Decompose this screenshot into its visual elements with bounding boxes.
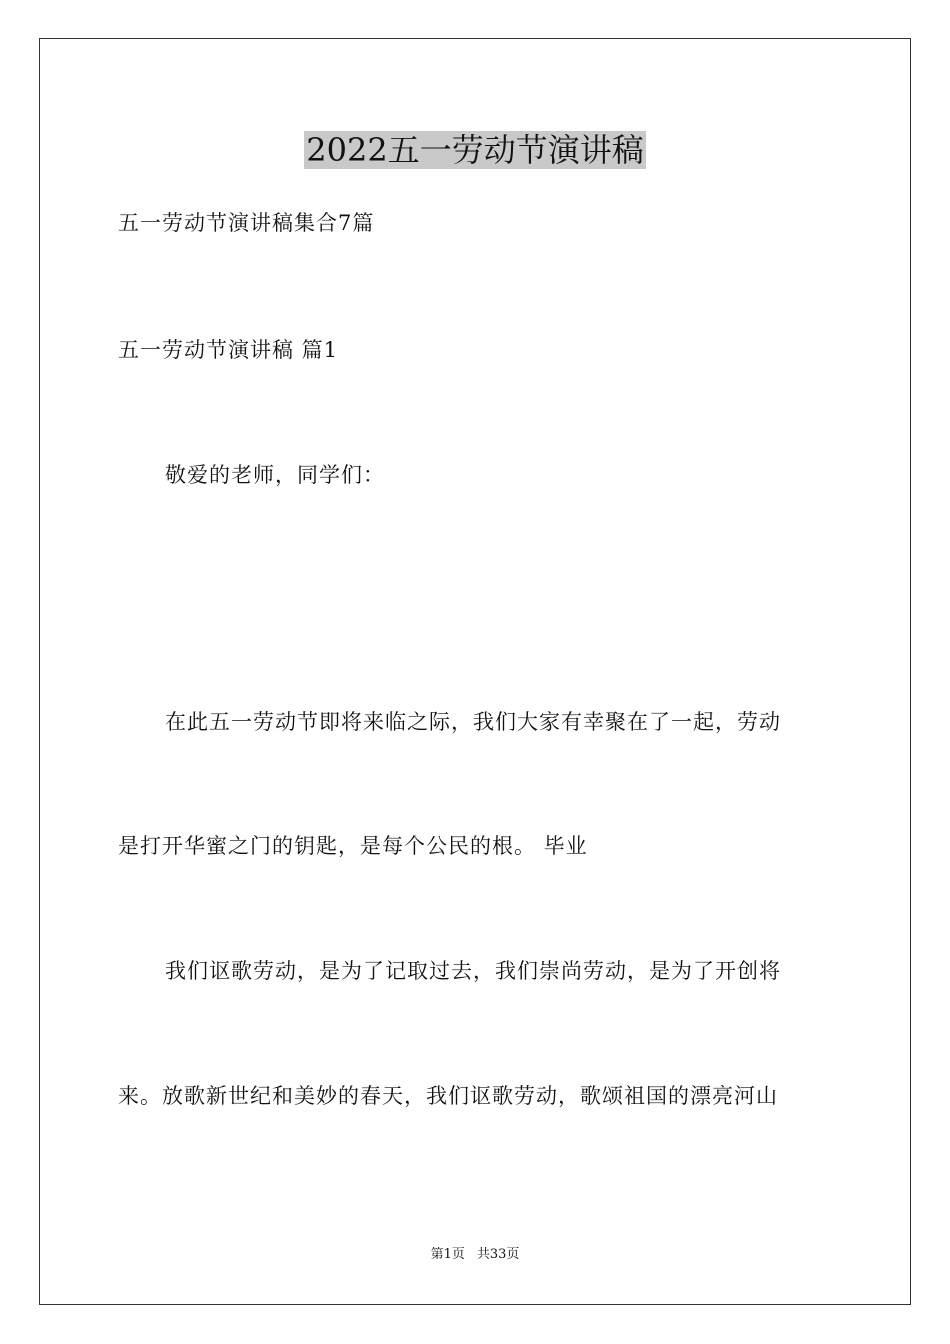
document-title-text: 2022五一劳动节演讲稿 (306, 131, 644, 169)
document-title (0, 128, 950, 172)
page-footer (0, 1246, 950, 1264)
page-number: 第1页 (430, 1247, 465, 1262)
paragraph-line: 是打开华蜜之门的钥匙，是每个公民的根。 毕业 (118, 834, 588, 858)
document-subtitle: 五一劳动节演讲稿集合7篇 (118, 211, 375, 235)
paragraph-salutation: 敬爱的老师，同学们： (165, 463, 385, 487)
paragraph-line: 在此五一劳动节即将来临之际，我们大家有幸聚在了一起，劳动 (165, 710, 781, 734)
paragraph-line: 我们讴歌劳动，是为了记取过去，我们崇尚劳动，是为了开创将 (165, 959, 781, 983)
paragraph-line: 来。放歌新世纪和美妙的春天，我们讴歌劳动，歌颂祖国的漂亮河山 (118, 1084, 778, 1108)
section-heading: 五一劳动节演讲稿 篇1 (118, 338, 339, 362)
page-total: 共33页 (476, 1247, 520, 1262)
